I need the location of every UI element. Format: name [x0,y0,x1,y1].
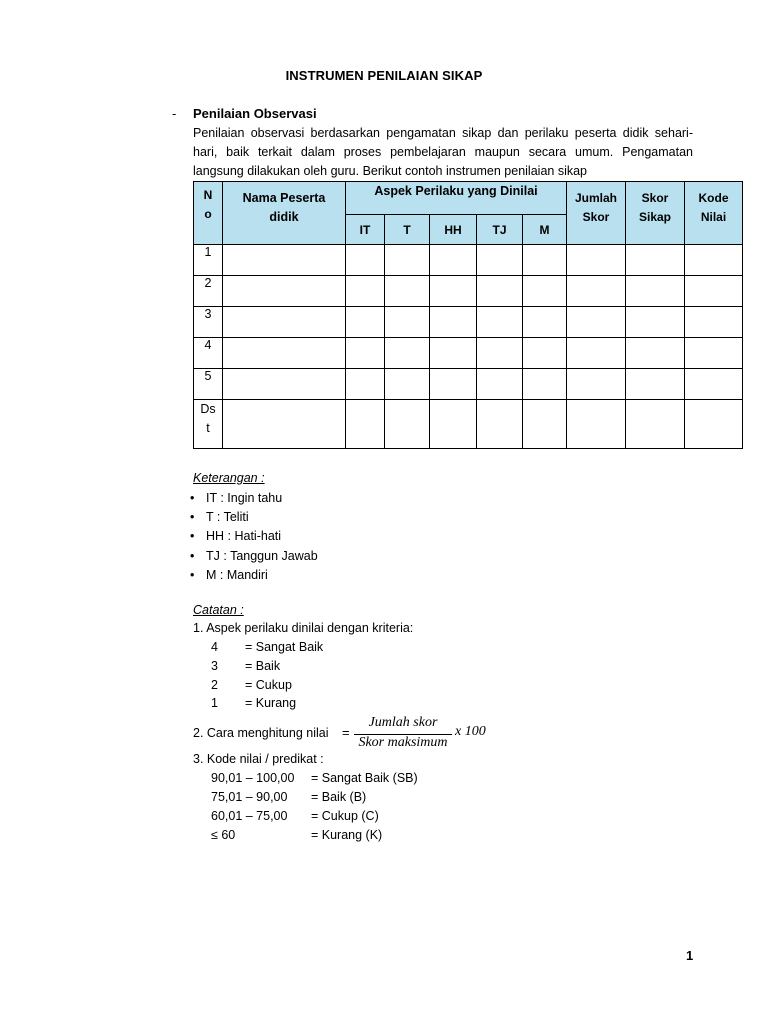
header-aspect-t: T [385,215,430,245]
table-row [194,338,743,369]
row-number: 4 [194,338,223,369]
cell [385,307,430,338]
note-grade-codes: 3. Kode nilai / predikat : [193,752,324,766]
cell [685,400,743,449]
header-no-line: N [203,188,213,202]
cell [567,276,626,307]
cell-name [223,338,346,369]
criteria-label: = Baik [245,659,281,673]
row-number-line: t [206,421,210,435]
criteria-score: 4 [211,640,218,654]
legend-title: Keterangan : [193,471,265,485]
cell [523,400,567,449]
row-number: 1 [194,245,223,276]
cell [385,245,430,276]
cell [477,400,523,449]
cell [685,307,743,338]
cell [477,338,523,369]
cell [477,369,523,400]
criteria-label: = Sangat Baik [245,640,324,654]
bullet-icon: • [190,529,195,544]
cell [430,307,477,338]
row-number [194,400,223,449]
table-row [194,276,743,307]
cell [626,400,685,449]
criteria-label: = Kurang [245,696,297,710]
bullet-icon: • [190,510,195,525]
cell [567,307,626,338]
cell [626,245,685,276]
cell [430,338,477,369]
legend-text: TJ : Tanggun Jawab [206,548,318,563]
bullet-icon: • [190,548,195,563]
cell [430,369,477,400]
cell-name [223,400,346,449]
paragraph-line: langsung dilakukan oleh guru. Berikut contoh instrumen penilaian sikap [193,164,588,178]
cell [385,338,430,369]
cell [567,400,626,449]
grade-range: ≤ 60 [211,828,236,842]
cell [346,369,385,400]
page-number: 1 [686,948,694,963]
bullet-icon: • [190,491,195,505]
header-name-line: didik [269,210,299,224]
header-aspect-m: M [523,215,567,245]
cell [477,276,523,307]
legend-list [190,489,318,585]
table-row [194,400,743,449]
formula-denominator: Skor maksimum [358,735,448,750]
cell [430,276,477,307]
header-code-line: Nilai [700,210,727,224]
table-row [194,245,743,276]
observation-table [193,181,743,449]
cell [430,400,477,449]
grade-range: 60,01 – 75,00 [211,809,288,823]
header-grade-code [685,182,743,245]
header-attitude-score [626,182,685,245]
header-student-name [223,182,346,245]
header-no [194,182,223,245]
cell [523,338,567,369]
cell [567,245,626,276]
legend-item [190,527,318,546]
cell [626,307,685,338]
grade-label: = Cukup (C) [311,809,379,823]
header-attitude-line: Skor [641,191,669,205]
cell [626,338,685,369]
cell [685,245,743,276]
notes-title: Catatan : [193,603,244,617]
cell [346,338,385,369]
cell [477,307,523,338]
cell [523,369,567,400]
legend-text: HH : Hati-hati [206,529,282,544]
cell [385,400,430,449]
header-aspect-it: IT [346,215,385,245]
cell [385,276,430,307]
cell [685,369,743,400]
cell [626,369,685,400]
row-number-line: Ds [200,402,216,416]
table-row [194,369,743,400]
legend-item [190,547,318,566]
legend-text: IT : Ingin tahu [206,491,283,505]
section-bullet: - [172,106,177,121]
criteria-score: 3 [211,659,218,673]
intro-paragraph [193,124,693,181]
table-row [194,307,743,338]
bullet-icon: • [190,567,195,582]
cell [430,245,477,276]
grade-label: = Sangat Baik (SB) [311,771,418,785]
cell [346,307,385,338]
cell [626,276,685,307]
cell [567,369,626,400]
cell [385,369,430,400]
criteria-score: 2 [211,678,218,692]
note-criteria: 1. Aspek perilaku dinilai dengan kriteria: [193,621,414,635]
paragraph-line: Penilaian observasi berdasarkan pengamatan sikap dan perilaku peserta didik sehari- [193,126,693,140]
cell [477,245,523,276]
header-aspects: Aspek Perilaku yang Dinilai [346,182,567,215]
row-number: 2 [194,276,223,307]
row-number: 3 [194,307,223,338]
cell [523,307,567,338]
cell-name [223,369,346,400]
header-total-score [567,182,626,245]
note-formula: 2. Cara menghitung nilai [193,726,329,740]
header-no-line: o [204,207,212,221]
section-heading: Penilaian Observasi [193,106,317,121]
header-aspect-hh: HH [430,215,477,245]
cell [523,276,567,307]
cell [685,338,743,369]
header-score-line: Skor [582,210,610,224]
cell-name [223,307,346,338]
legend-item [190,489,318,508]
grade-range: 90,01 – 100,00 [211,771,295,785]
cell [523,245,567,276]
cell [346,400,385,449]
criteria-label: = Cukup [245,678,292,692]
grade-label: = Baik (B) [311,790,367,804]
formula-multiplier: x 100 [455,724,486,739]
formula-equals: = [342,725,350,740]
formula-numerator: Jumlah skor [368,715,438,730]
legend-text: T : Teliti [206,510,249,525]
header-code-line: Kode [698,191,729,205]
cell [685,276,743,307]
cell-name [223,245,346,276]
legend-text: M : Mandiri [206,567,268,582]
document-title: INSTRUMEN PENILAIAN SIKAP [285,68,483,83]
legend-item [190,508,318,527]
cell-name [223,276,346,307]
header-name-line: Nama Peserta [242,191,326,205]
header-score-line: Jumlah [574,191,617,205]
cell [346,276,385,307]
grade-range: 75,01 – 90,00 [211,790,288,804]
header-attitude-line: Sikap [638,210,671,224]
row-number: 5 [194,369,223,400]
legend-item [190,566,318,585]
header-aspect-tj: TJ [477,215,523,245]
paragraph-line: hari, baik terkait dalam proses pembelajaran maupun secara umum. Pengamatan [193,145,693,159]
criteria-score: 1 [211,696,218,710]
cell [567,338,626,369]
grade-label: = Kurang (K) [311,828,383,842]
cell [346,245,385,276]
